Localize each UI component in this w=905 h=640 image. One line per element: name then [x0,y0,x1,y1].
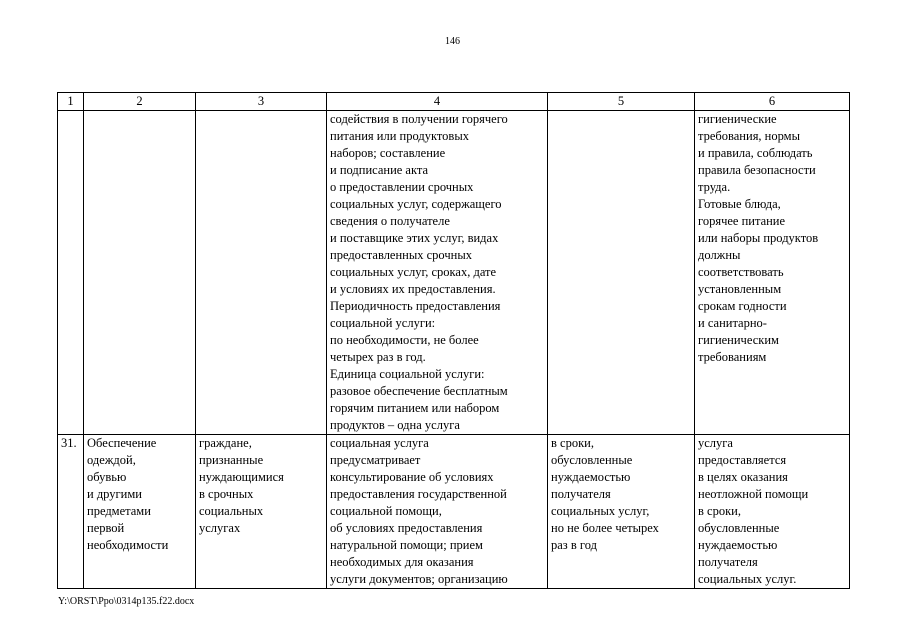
cell-text-line: горячим питанием или набором [330,401,500,415]
row-number-cell [58,435,84,589]
quality-cell [695,435,850,589]
cell-text-line: необходимости [87,538,169,552]
cell-text-line: нуждаемостью [551,470,631,484]
cell-text-line: нуждающимися [199,470,284,484]
cell-text-line: социальной помощи, [330,504,442,518]
cell-text-line: 31. [61,436,77,450]
cell-text-line: Готовые блюда, [698,197,781,211]
cell-text-line: неотложной помощи [698,487,809,501]
cell-text-line: соответствовать [698,265,784,279]
cell-text-line: в целях оказания [698,470,788,484]
cell-text-line: социальной услуги: [330,316,436,330]
cell-text-line: обусловленные [551,453,633,467]
column-header-1: 1 [58,93,84,111]
terms-cell [548,111,695,435]
cell-text-line: признанные [199,453,264,467]
cell-text-line: социальных услуг, [551,504,650,518]
cell-text-line: питания или продуктовых [330,129,469,143]
column-header-6: 6 [695,93,850,111]
cell-text-line: и другими [87,487,142,501]
row-number-cell [58,111,84,435]
cell-text-line: социальных услуг, содержащего [330,197,502,211]
recipients-cell [196,435,327,589]
services-table [57,92,850,589]
cell-text-line: и правила, соблюдать [698,146,813,160]
cell-text-line: правила безопасности [698,163,816,177]
cell-text-line: услуга [698,436,733,450]
description-cell [327,435,548,589]
cell-text-line: сведения о получателе [330,214,450,228]
column-header-3: 3 [196,93,327,111]
cell-text-line: наборов; составление [330,146,446,160]
cell-text-line: в срочных [199,487,254,501]
cell-text-line: об условиях предоставления [330,521,483,535]
cell-text-line: и санитарно- [698,316,767,330]
cell-text-line: граждане, [199,436,252,450]
cell-text-line: четырех раз в год. [330,350,426,364]
page-number: 146 [445,36,460,47]
cell-text-line: и условиях их предоставления. [330,282,496,296]
cell-text-line: социальных [199,504,264,518]
cell-text-line: услуги документов; организацию [330,572,508,586]
cell-text-line: труда. [698,180,731,194]
column-header-2: 2 [84,93,196,111]
cell-text-line: услугах [199,521,241,535]
table-row [58,111,850,435]
cell-text-line: социальных услуг, сроках, дате [330,265,497,279]
cell-text-line: в сроки, [698,504,741,518]
cell-text-line: одеждой, [87,453,136,467]
cell-text-line: получателя [698,555,758,569]
cell-text-line: должны [698,248,741,262]
description-cell [327,111,548,435]
cell-text-line: гигиеническим [698,333,779,347]
cell-text-line: социальная услуга [330,436,429,450]
cell-text-line: получателя [551,487,611,501]
service-name-cell [84,111,196,435]
cell-text-line: содействия в получении горячего [330,112,508,126]
cell-text-line: горячее питание [698,214,786,228]
cell-text-line: и поставщике этих услуг, видах [330,231,499,245]
terms-cell [548,435,695,589]
cell-text-line: социальных услуг. [698,572,797,586]
cell-text-line: продуктов – одна услуга [330,418,460,432]
cell-text-line: но не более четырех [551,521,659,535]
cell-text-line: обусловленные [698,521,780,535]
cell-text-line: о предоставлении срочных [330,180,474,194]
cell-text-line: обувью [87,470,127,484]
column-header-5: 5 [548,93,695,111]
cell-text-line: первой [87,521,125,535]
cell-text-line: требования, нормы [698,129,800,143]
cell-text-line: раз в год [551,538,597,552]
cell-text-line: нуждаемостью [698,538,778,552]
cell-text-line: Обеспечение [87,436,157,450]
quality-cell [695,111,850,435]
cell-text-line: требованиям [698,350,767,364]
cell-text-line: Единица социальной услуги: [330,367,485,381]
cell-text-line: или наборы продуктов [698,231,819,245]
recipients-cell [196,111,327,435]
cell-text-line: по необходимости, не более [330,333,479,347]
cell-text-line: натуральной помощи; прием [330,538,483,552]
cell-text-line: гигиенические [698,112,777,126]
cell-text-line: предусматривает [330,453,421,467]
cell-text-line: предоставляется [698,453,787,467]
cell-text-line: необходимых для оказания [330,555,474,569]
column-header-4: 4 [327,93,548,111]
cell-text-line: предоставления государственной [330,487,507,501]
table-row [58,435,850,589]
cell-text-line: Периодичность предоставления [330,299,501,313]
cell-text-line: срокам годности [698,299,787,313]
cell-text-line: установленным [698,282,782,296]
footer-file-path: Y:\ORST\Ppo\0314p135.f22.docx [58,596,195,607]
cell-text-line: и подписание акта [330,163,429,177]
cell-text-line: в сроки, [551,436,594,450]
cell-text-line: разовое обеспечение бесплатным [330,384,508,398]
cell-text-line: предоставленных срочных [330,248,472,262]
table-header-row [58,93,850,111]
cell-text-line: консультирование об условиях [330,470,494,484]
service-name-cell [84,435,196,589]
cell-text-line: предметами [87,504,151,518]
